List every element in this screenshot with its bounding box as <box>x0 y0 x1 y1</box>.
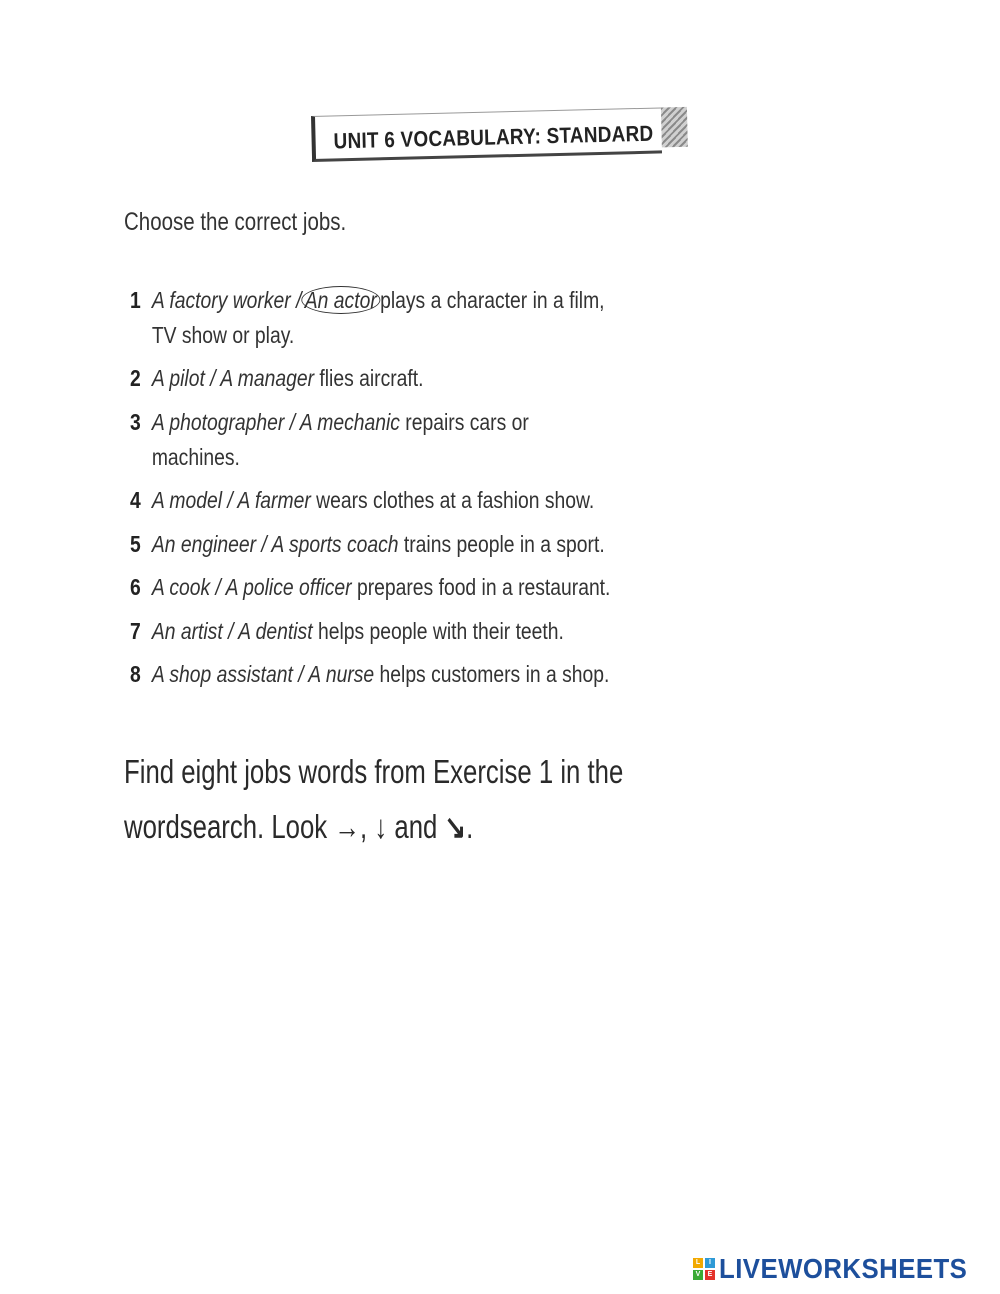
list-item <box>130 527 605 562</box>
item-number: 1 <box>130 287 141 313</box>
list-item <box>130 570 610 605</box>
exercise2-line2 <box>124 799 623 854</box>
option-separator: / <box>256 531 272 557</box>
comma-text: , <box>360 808 375 845</box>
logo-mark-letter: V <box>693 1270 703 1280</box>
and-text: and <box>387 808 445 845</box>
list-item <box>130 283 605 318</box>
exercise2-line1: Find eight jobs words from Exercise 1 in the <box>124 753 624 790</box>
option-separator: / <box>292 661 309 687</box>
logo-text: LIVEWORKSHEETS <box>719 1253 968 1284</box>
option-b-circled[interactable]: An actor <box>301 286 380 314</box>
item-number: 3 <box>130 409 141 435</box>
exercise2-line2-text: wordsearch. Look <box>124 808 335 845</box>
item-rest: helps people with their teeth. <box>312 618 564 644</box>
item-rest: helps customers in a shop. <box>374 661 610 687</box>
liveworksheets-logo[interactable] <box>693 1254 989 1284</box>
option-b[interactable]: A nurse <box>308 661 375 687</box>
list-item <box>130 361 424 396</box>
page-title: UNIT 6 VOCABULARY: STANDARD <box>333 120 654 154</box>
option-b[interactable]: A sports coach <box>271 531 399 557</box>
banner-box <box>311 107 662 162</box>
option-separator: / <box>222 487 238 513</box>
option-a[interactable]: A model <box>151 487 223 513</box>
option-b[interactable]: A police officer <box>225 574 352 600</box>
item-continuation: machines. <box>151 444 240 470</box>
option-b[interactable]: A dentist <box>238 618 313 644</box>
item-rest: repairs cars or <box>399 409 529 435</box>
logo-mark-letter: I <box>705 1258 715 1268</box>
item-number: 8 <box>130 661 141 687</box>
list-item <box>130 657 609 692</box>
option-a[interactable]: A shop assistant <box>151 661 293 687</box>
option-a[interactable]: A pilot <box>151 365 205 391</box>
option-separator: / <box>204 365 221 391</box>
arrow-right-icon: → <box>334 808 361 845</box>
arrow-down-icon: ↓ <box>374 808 388 845</box>
item-rest: trains people in a sport. <box>398 531 605 557</box>
option-separator: / <box>290 287 302 313</box>
item-rest: flies aircraft. <box>314 365 424 391</box>
exercise1-instruction: Choose the correct jobs. <box>124 208 347 236</box>
unit-banner <box>311 107 688 168</box>
option-separator: / <box>284 409 300 435</box>
option-a[interactable]: A factory worker <box>151 287 291 313</box>
arrow-diagonal-icon: ↘ <box>444 808 467 845</box>
option-a[interactable]: An engineer <box>151 531 257 557</box>
option-a[interactable]: An artist <box>151 618 223 644</box>
item-number: 7 <box>130 618 141 644</box>
option-b[interactable]: A mechanic <box>299 409 400 435</box>
exercise2-instruction <box>124 744 623 854</box>
option-separator: / <box>222 618 239 644</box>
item-continuation: TV show or play. <box>151 322 295 348</box>
item-number: 4 <box>130 487 141 513</box>
period-text: . <box>466 808 474 845</box>
option-separator: / <box>210 574 226 600</box>
item-rest: plays a character in a film, <box>380 287 605 313</box>
option-a[interactable]: A photographer <box>151 409 285 435</box>
option-b[interactable]: A manager <box>220 365 315 391</box>
item-rest: prepares food in a restaurant. <box>351 574 611 600</box>
list-item <box>130 483 594 518</box>
logo-mark-icon <box>693 1258 715 1280</box>
item-number: 2 <box>130 365 141 391</box>
list-item <box>130 614 564 649</box>
logo-mark-letter: L <box>693 1258 703 1268</box>
option-b[interactable]: A farmer <box>237 487 311 513</box>
option-a[interactable]: A cook <box>151 574 211 600</box>
item-rest: wears clothes at a fashion show. <box>310 487 595 513</box>
item-number: 5 <box>130 531 141 557</box>
list-item <box>130 405 529 440</box>
logo-mark-letter: E <box>705 1270 715 1280</box>
banner-stripe-decoration <box>661 107 688 148</box>
item-number: 6 <box>130 574 141 600</box>
